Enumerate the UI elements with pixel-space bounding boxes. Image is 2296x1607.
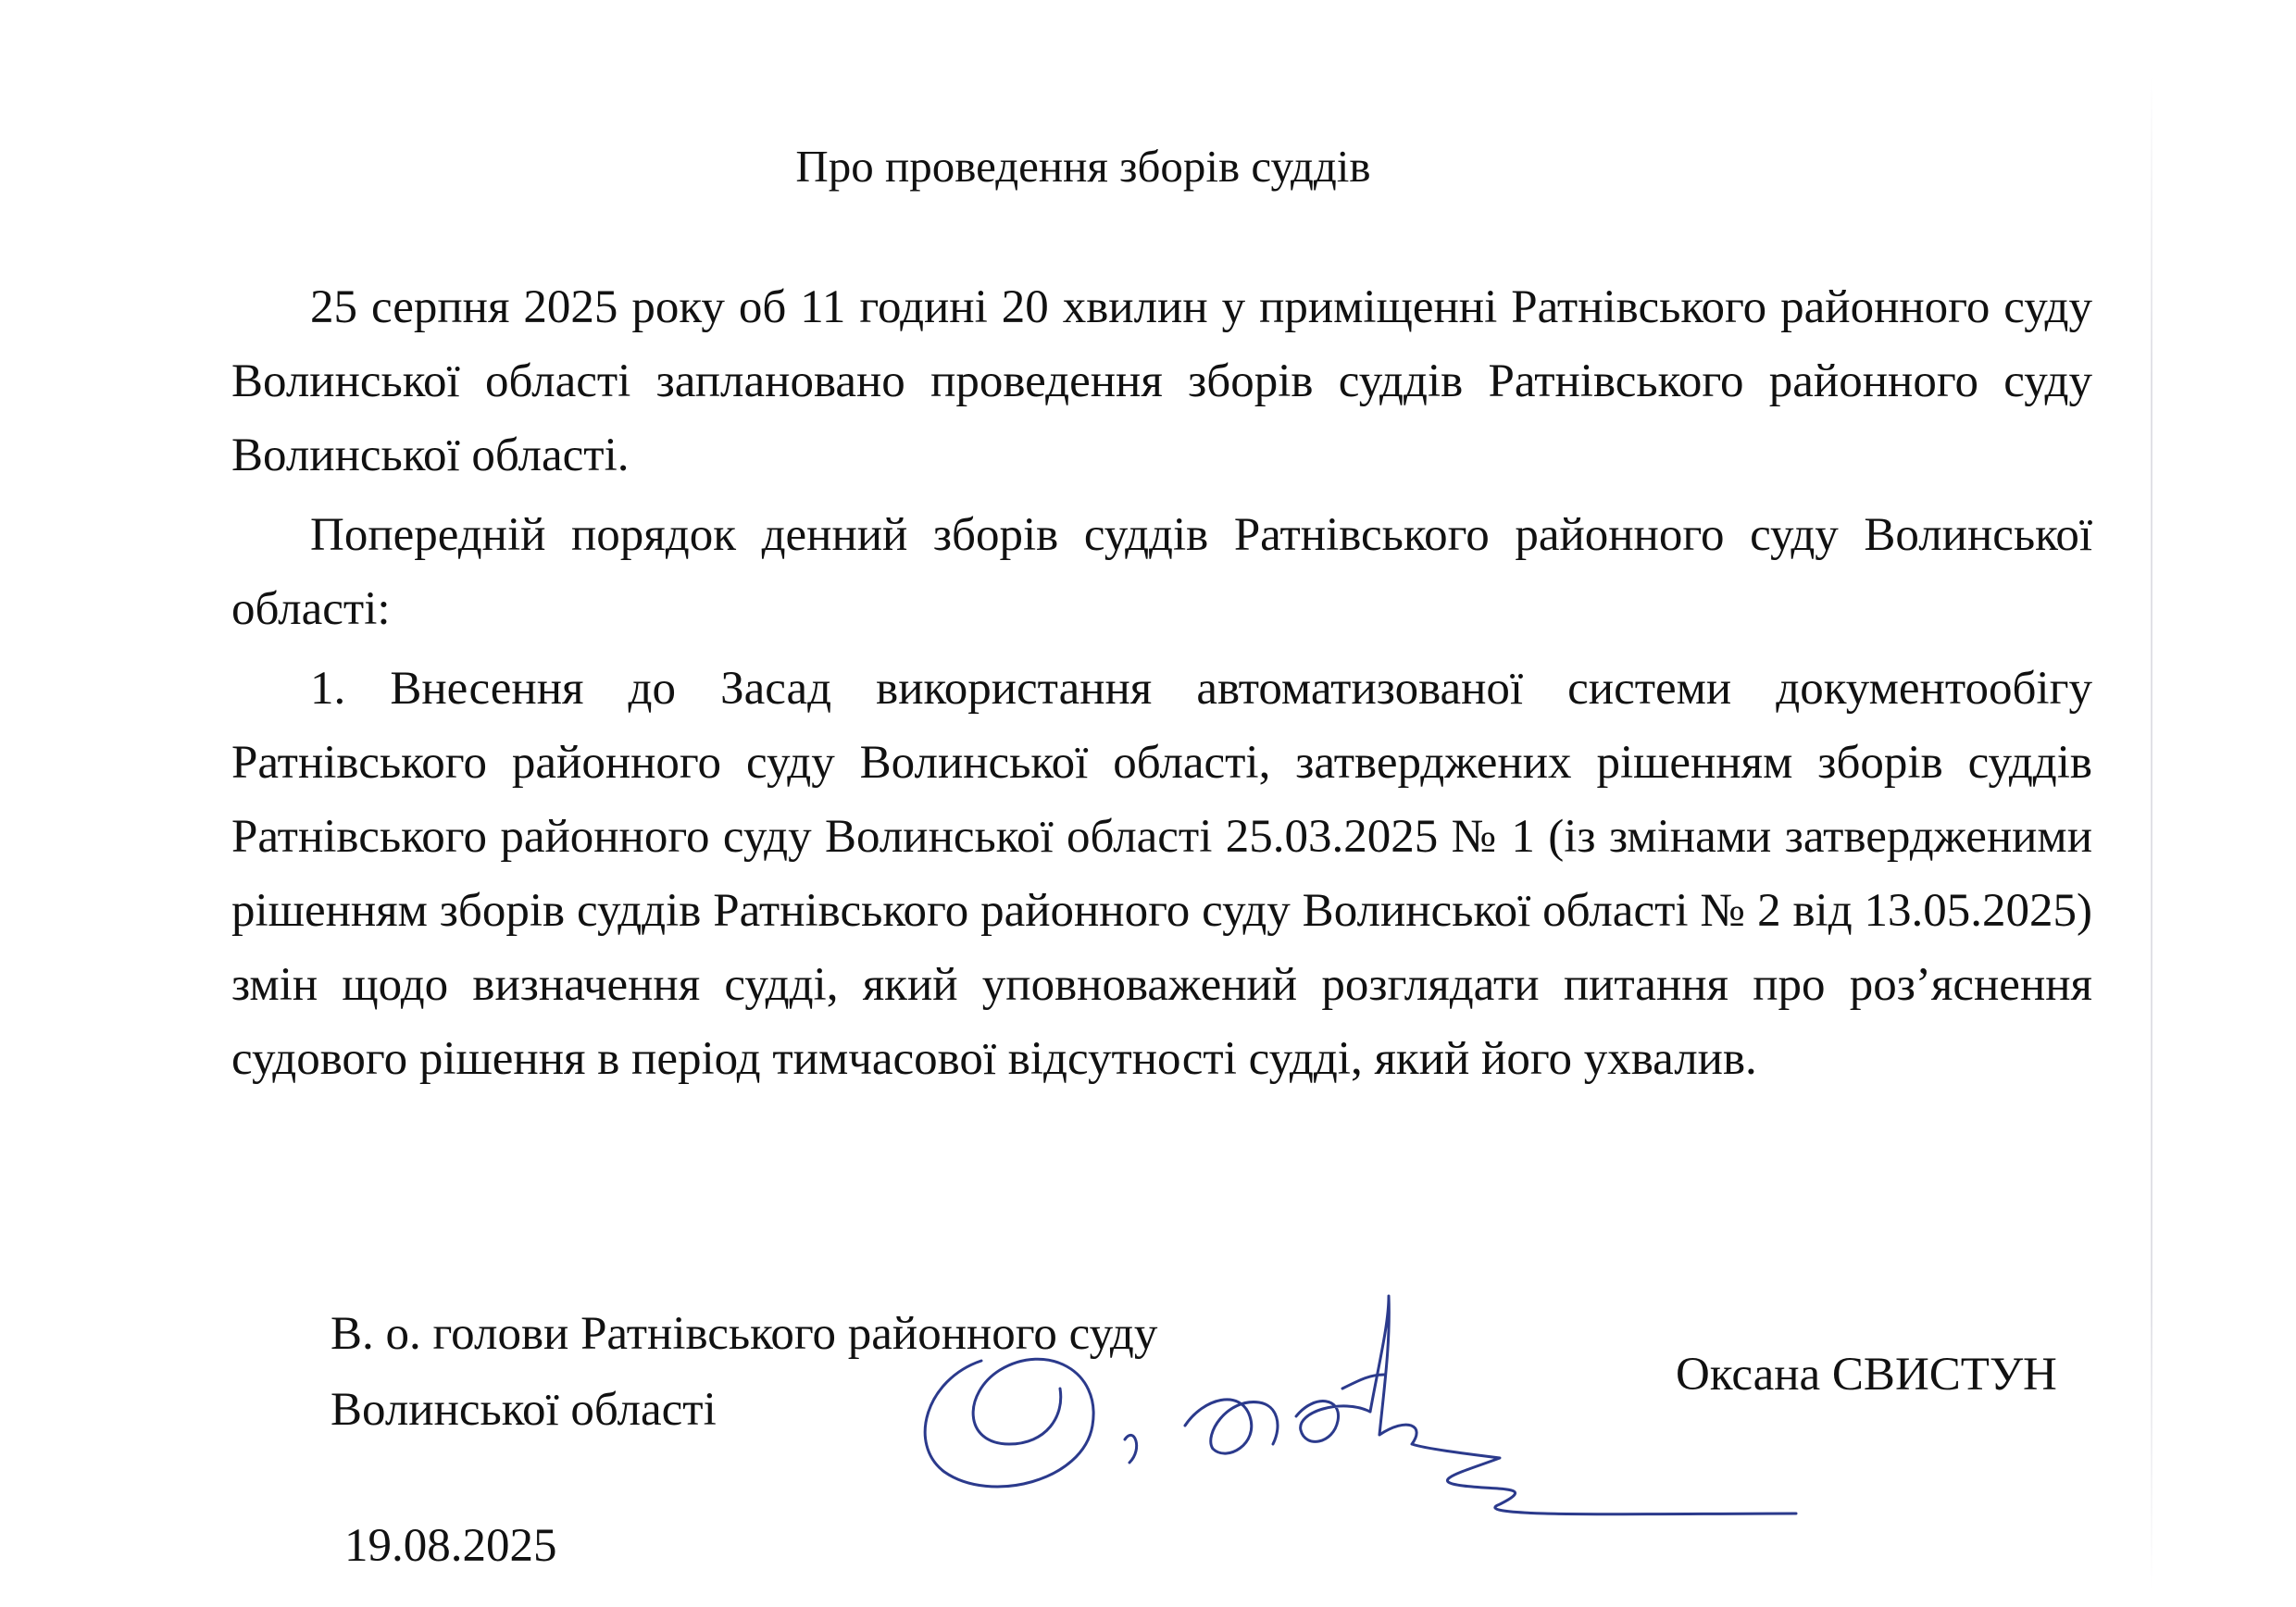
handwritten-signature [907,1287,1815,1527]
signer-name: Оксана СВИСТУН [1676,1349,2057,1401]
paragraph-agenda-intro: Попередній порядок денний зборів суддів Ратнівського районного суду Волинської області: [231,509,2092,635]
paragraph-agenda-item-1: 1. Внесення до Засад використання автоматизованої системи документообігу Ратнівського районного суду Волинської області, затверджених рішенням зборів суддів Ратнівського районного суду Волинської області 25.03.2025 № 1 (із змінами затвердженими рішенням зборів суддів Ратнівського районного суду Волинської області № 2 від 13.05.2025) змін щодо визначення судді, який уповноважений розглядати питання про роз’яснення судового рішення в період тимчасової відсутності судді, який його ухвалив. [231,663,2092,1085]
scan-edge-line [2151,74,2152,1592]
paragraph-meeting-announcement: 25 серпня 2025 року об 11 годині 20 хвилин у приміщенні Ратнівського районного суду Волинської області заплановано проведення зборів суддів Ратнівського районного суду Волинської області. [231,281,2092,481]
document-date: 19.08.2025 [344,1520,557,1572]
signatory-position-line-2: Волинської області [331,1384,717,1436]
document-title: Про проведення зборів суддів [795,141,1371,192]
signatory-position-line-1: В. о. голови Ратнівського районного суду [331,1308,1158,1360]
document-body [231,270,2092,1096]
